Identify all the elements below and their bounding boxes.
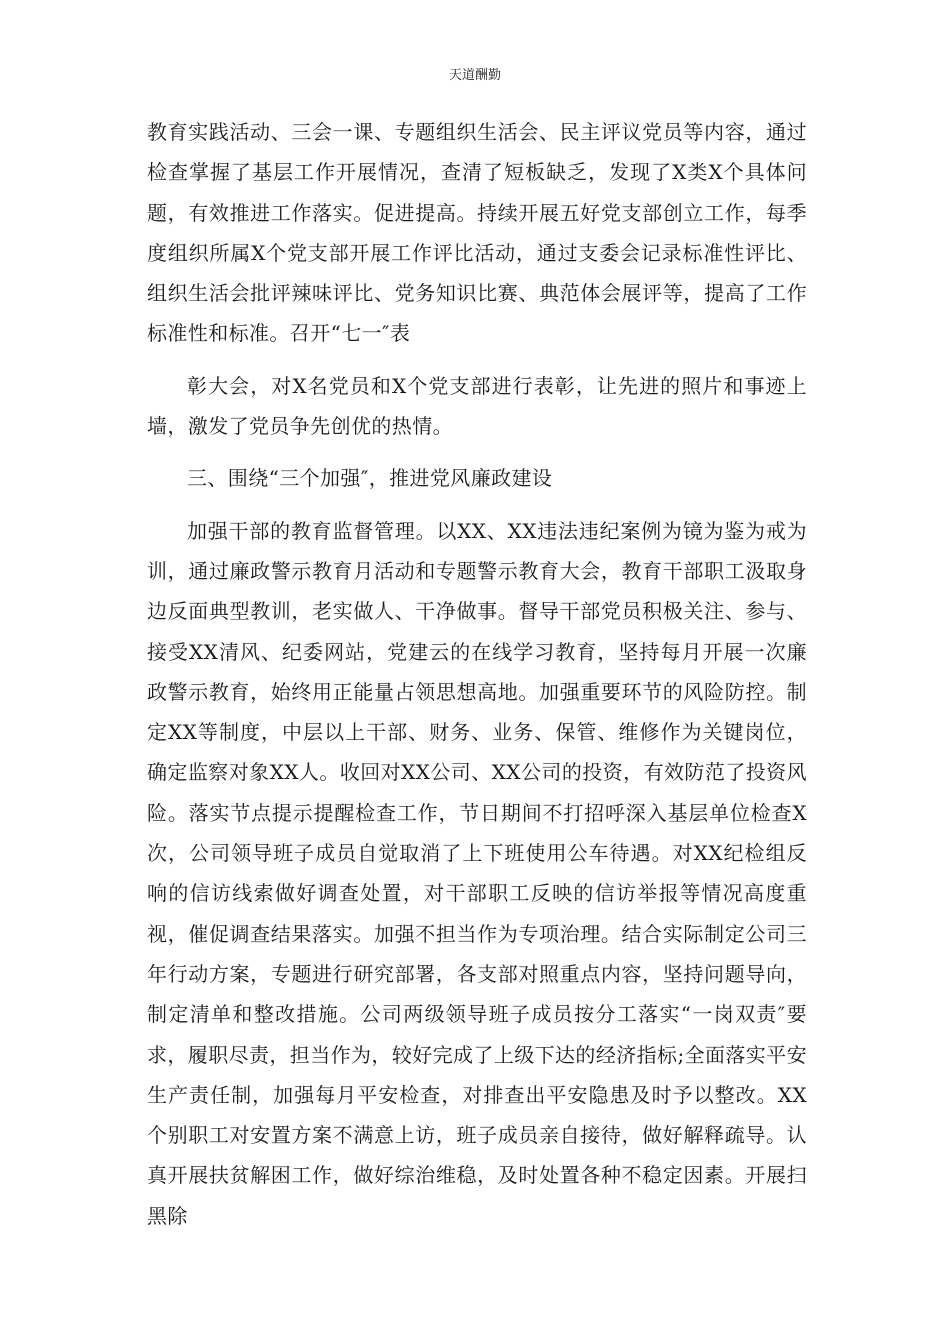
paragraph-2: 彰大会，对X名党员和X个党支部进行表彰，让先进的照片和事迹上墙，激发了党员争先创优的热情。 — [147, 373, 807, 439]
paragraph-gap — [147, 499, 807, 511]
paragraph-1: 教育实践活动、三会一课、专题组织生活会、民主评议党员等内容，通过检查掌握了基层工作开展情况，查清了短板缺乏，发现了X类X个具体问题，有效推进工作落实。促进提高。持续开展五好党支部创立工作，每季度组织所属X个党支部开展工作评比活动，通过支委会记录标准性评比、组织生活会批评辣味评比、党务知识比赛、典范体会展评等，提高了工作标准性和标准。召开“七一″表 — [147, 120, 807, 346]
section-heading-3: 三、围绕“三个加强″，推进党风廉政建设 — [187, 466, 553, 491]
paragraph-4: 加强干部的教育监督管理。以XX、XX违法违纪案例为镜为鉴为戒为训，通过廉政警示教育月活动和专题警示教育大会，教育干部职工汲取身边反面典型教训，老实做人、干净做事。督导干部党员积极关注、参与、接受XX清风、纪委网站，党建云的在线学习教育，坚持每月开展一次廉政警示教育，始终用正能量占领思想高地。加强重要环节的风险防控。制定XX等制度，中层以上干部、财务、业务、保管、维修作为关键岗位，确定监察对象XX人。收回对XX公司、XX公司的投资，有效防范了投资风险。落实节点提示提醒检查工作，节日期间不打招呼深入基层单位检查X次，公司领导班子成员自觉取消了上下班使用公车待遇。对XX纪检组反响的信访线索做好调查处置，对干部职工反映的信访举报等情况高度重视，催促调查结果落实。加强不担当作为专项治理。结合实际制定公司三年行动方案，专题进行研究部署，各支部对照重点内容，坚持问题导向，制定清单和整改措施。公司两级领导班子成员按分工落实“一岗双责″要求，履职尽责，担当作为，较好完成了上级下达的经济指标;全面落实平安生产责任制，加强每月平安检查，对排查出平安隐患及时予以整改。XX个别职工对安置方案不满意上访，班子成员亲自接待，做好解释疏导。认真开展扶贫解困工作，做好综治维稳，及时处置各种不稳定因素。开展扫黑除 — [147, 518, 807, 1228]
page-header: 天道酬勤 — [448, 68, 501, 83]
document-body — [147, 112, 807, 1236]
paragraph-gap — [147, 354, 807, 366]
paragraph-gap — [147, 446, 807, 458]
